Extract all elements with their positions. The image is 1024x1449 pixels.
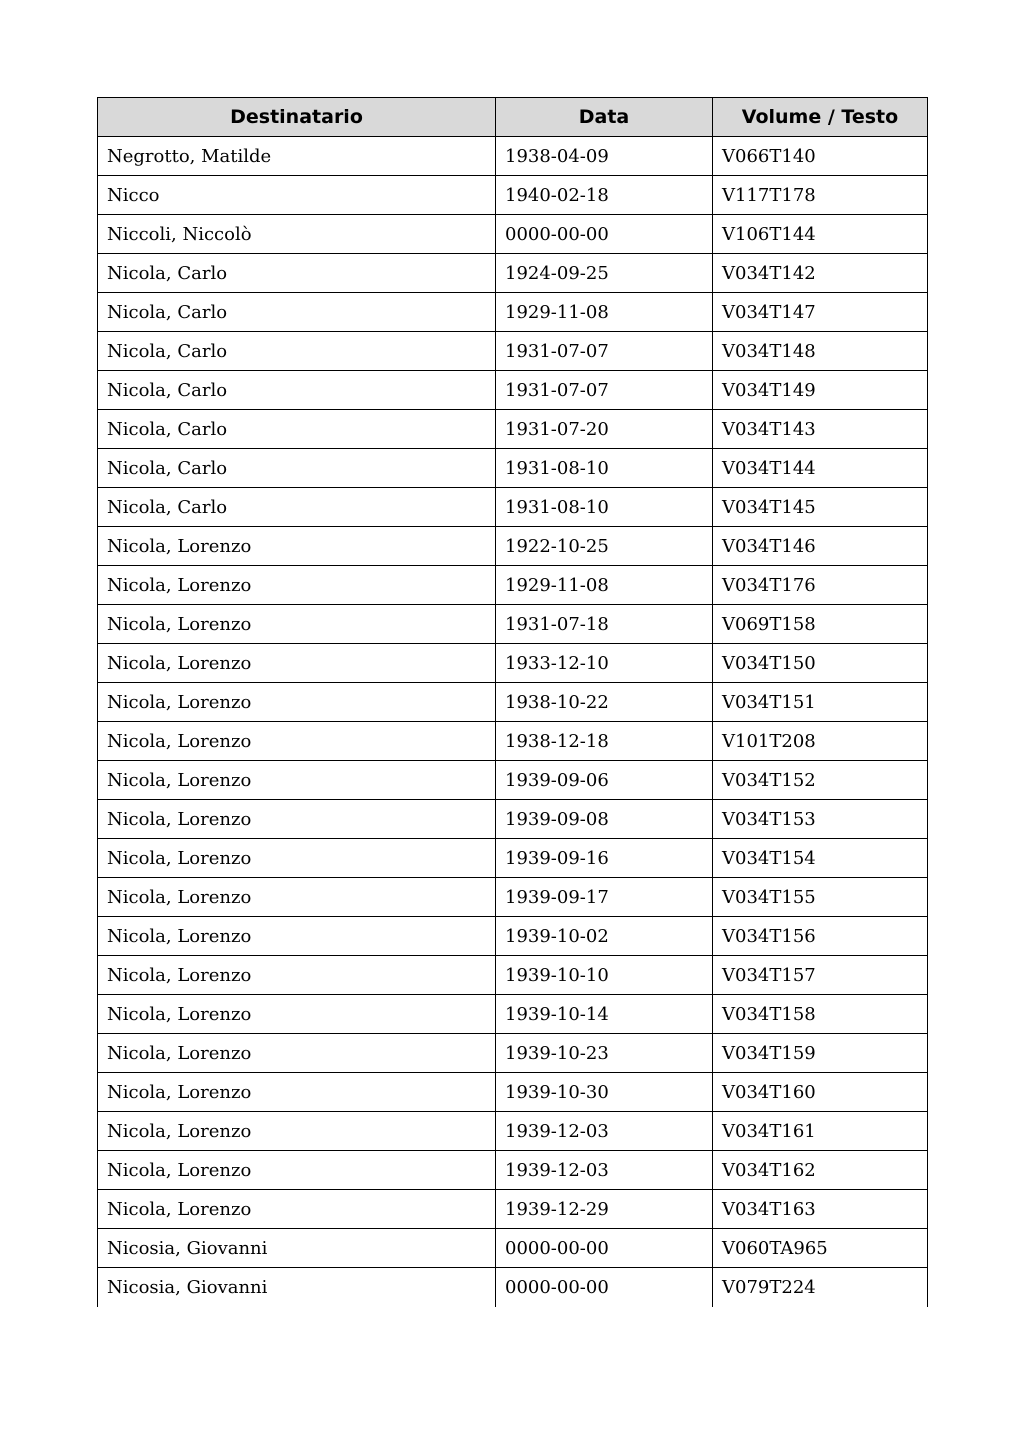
cell-volume-testo: V066T140 [713,137,928,176]
cell-destinatario: Nicola, Carlo [98,293,496,332]
table-row [98,410,928,449]
cell-data: 1933-12-10 [496,644,713,683]
cell-destinatario: Nicola, Lorenzo [98,995,496,1034]
cell-data: 1939-09-08 [496,800,713,839]
cell-destinatario: Nicola, Carlo [98,371,496,410]
cell-destinatario: Nicola, Lorenzo [98,1112,496,1151]
cell-destinatario: Nicola, Lorenzo [98,527,496,566]
cell-destinatario: Nicola, Carlo [98,410,496,449]
cell-data: 1929-11-08 [496,293,713,332]
cell-data: 1939-10-23 [496,1034,713,1073]
cell-volume-testo: V034T160 [713,1073,928,1112]
table-row [98,215,928,254]
cell-volume-testo: V034T151 [713,683,928,722]
cell-volume-testo: V034T155 [713,878,928,917]
table-row [98,1151,928,1190]
cell-data: 1931-07-07 [496,371,713,410]
cell-destinatario: Nicola, Carlo [98,449,496,488]
header-data: Data [496,98,713,137]
cell-data: 1939-10-10 [496,956,713,995]
table-row [98,371,928,410]
cell-volume-testo: V079T224 [713,1268,928,1307]
cell-data: 1931-08-10 [496,449,713,488]
cell-destinatario: Nicola, Lorenzo [98,1151,496,1190]
cell-volume-testo: V034T161 [713,1112,928,1151]
cell-data: 0000-00-00 [496,1229,713,1268]
cell-data: 1929-11-08 [496,566,713,605]
cell-volume-testo: V034T163 [713,1190,928,1229]
table-row [98,566,928,605]
table-row [98,1190,928,1229]
table-row [98,1034,928,1073]
table-row [98,137,928,176]
cell-data: 1939-12-29 [496,1190,713,1229]
cell-data: 1939-12-03 [496,1112,713,1151]
cell-volume-testo: V034T156 [713,917,928,956]
cell-data: 1939-09-17 [496,878,713,917]
cell-volume-testo: V034T149 [713,371,928,410]
cell-volume-testo: V034T145 [713,488,928,527]
cell-volume-testo: V034T153 [713,800,928,839]
cell-destinatario: Nicola, Lorenzo [98,761,496,800]
cell-data: 1939-10-30 [496,1073,713,1112]
cell-volume-testo: V106T144 [713,215,928,254]
table-row [98,1229,928,1268]
cell-data: 1924-09-25 [496,254,713,293]
cell-volume-testo: V034T154 [713,839,928,878]
table-row [98,800,928,839]
header-destinatario: Destinatario [98,98,496,137]
cell-volume-testo: V034T150 [713,644,928,683]
cell-data: 1938-10-22 [496,683,713,722]
cell-destinatario: Nicosia, Giovanni [98,1229,496,1268]
cell-destinatario: Nicola, Lorenzo [98,1190,496,1229]
cell-volume-testo: V034T159 [713,1034,928,1073]
cell-destinatario: Nicola, Lorenzo [98,917,496,956]
header-volume-testo: Volume / Testo [713,98,928,137]
cell-destinatario: Nicola, Lorenzo [98,566,496,605]
cell-destinatario: Nicosia, Giovanni [98,1268,496,1307]
cell-volume-testo: V060TA965 [713,1229,928,1268]
cell-data: 1939-10-02 [496,917,713,956]
cell-data: 1938-04-09 [496,137,713,176]
cell-volume-testo: V034T157 [713,956,928,995]
cell-data: 1939-12-03 [496,1151,713,1190]
table-body [98,137,928,1307]
cell-destinatario: Nicola, Lorenzo [98,800,496,839]
table-row [98,761,928,800]
table-row [98,1073,928,1112]
table-row [98,449,928,488]
document-page [97,97,927,1307]
table-row [98,254,928,293]
cell-destinatario: Nicola, Lorenzo [98,1034,496,1073]
letters-index-table [97,97,928,1307]
cell-destinatario: Niccoli, Niccolò [98,215,496,254]
table-row [98,956,928,995]
header-row [98,98,928,137]
table-row [98,1112,928,1151]
cell-destinatario: Negrotto, Matilde [98,137,496,176]
cell-data: 0000-00-00 [496,215,713,254]
cell-volume-testo: V034T158 [713,995,928,1034]
cell-data: 1939-09-06 [496,761,713,800]
table-row [98,917,928,956]
cell-destinatario: Nicola, Carlo [98,332,496,371]
cell-destinatario: Nicola, Lorenzo [98,1073,496,1112]
cell-destinatario: Nicco [98,176,496,215]
cell-destinatario: Nicola, Lorenzo [98,956,496,995]
cell-volume-testo: V034T147 [713,293,928,332]
cell-data: 1940-02-18 [496,176,713,215]
cell-volume-testo: V117T178 [713,176,928,215]
cell-destinatario: Nicola, Carlo [98,254,496,293]
cell-volume-testo: V034T176 [713,566,928,605]
cell-volume-testo: V034T148 [713,332,928,371]
table-row [98,878,928,917]
cell-volume-testo: V034T152 [713,761,928,800]
cell-data: 0000-00-00 [496,1268,713,1307]
cell-data: 1931-08-10 [496,488,713,527]
table-row [98,332,928,371]
cell-destinatario: Nicola, Lorenzo [98,644,496,683]
table-row [98,176,928,215]
cell-volume-testo: V034T162 [713,1151,928,1190]
cell-destinatario: Nicola, Lorenzo [98,605,496,644]
table-row [98,722,928,761]
table-row [98,995,928,1034]
cell-data: 1939-10-14 [496,995,713,1034]
cell-destinatario: Nicola, Lorenzo [98,722,496,761]
table-row [98,1268,928,1307]
table-row [98,683,928,722]
table-row [98,605,928,644]
cell-data: 1931-07-18 [496,605,713,644]
cell-data: 1938-12-18 [496,722,713,761]
table-header [98,98,928,137]
cell-volume-testo: V034T143 [713,410,928,449]
table-row [98,839,928,878]
cell-volume-testo: V034T146 [713,527,928,566]
table-row [98,293,928,332]
table-row [98,488,928,527]
cell-data: 1939-09-16 [496,839,713,878]
cell-destinatario: Nicola, Carlo [98,488,496,527]
cell-data: 1931-07-07 [496,332,713,371]
cell-destinatario: Nicola, Lorenzo [98,878,496,917]
cell-volume-testo: V034T142 [713,254,928,293]
table-row [98,527,928,566]
table-row [98,644,928,683]
cell-data: 1931-07-20 [496,410,713,449]
cell-destinatario: Nicola, Lorenzo [98,839,496,878]
cell-volume-testo: V069T158 [713,605,928,644]
cell-destinatario: Nicola, Lorenzo [98,683,496,722]
cell-data: 1922-10-25 [496,527,713,566]
cell-volume-testo: V034T144 [713,449,928,488]
cell-volume-testo: V101T208 [713,722,928,761]
